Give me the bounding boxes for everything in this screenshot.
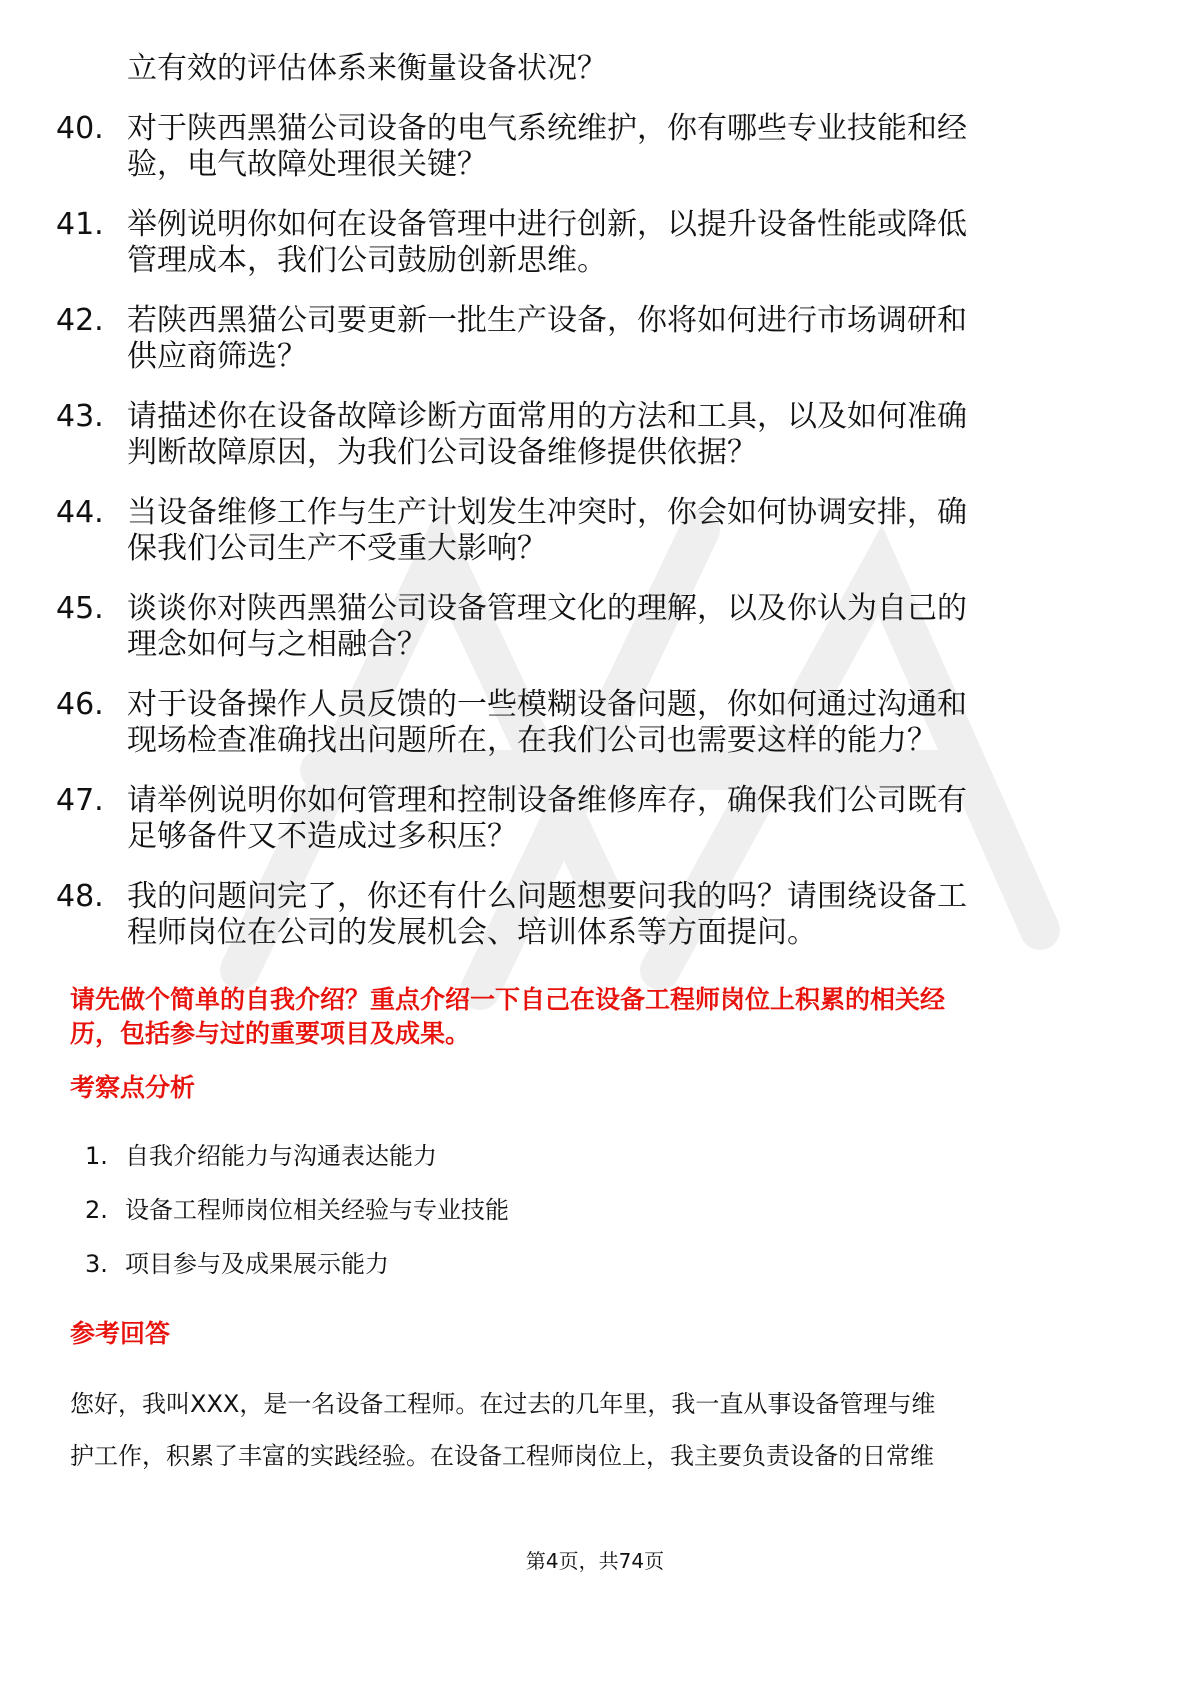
question-number: 44. [56, 495, 104, 530]
question-line: 判断故障原因，为我们公司设备维修提供依据？ [127, 435, 757, 470]
analysis-point [85, 1140, 437, 1172]
analysis-point-text: 项目参与及成果展示能力 [125, 1250, 389, 1278]
question-line: 若陕西黑猫公司要更新一批生产设备，你将如何进行市场调研和 [127, 303, 967, 338]
question-line: 请描述你在设备故障诊断方面常用的方法和工具，以及如何准确 [127, 399, 967, 434]
question-number: 47. [56, 783, 104, 818]
analysis-point-number: 3. [85, 1250, 108, 1278]
question-line: 举例说明你如何在设备管理中进行创新，以提升设备性能或降低 [127, 207, 967, 242]
question-line: 现场检查准确找出问题所在，在我们公司也需要这样的能力？ [127, 723, 937, 758]
reference-answer-line: 护工作，积累了丰富的实践经验。在设备工程师岗位上，我主要负责设备的日常维 [70, 1442, 934, 1470]
analysis-point-number: 2. [85, 1196, 108, 1224]
analysis-point-number: 1. [85, 1142, 108, 1170]
question-number: 43. [56, 399, 104, 434]
question-line: 对于陕西黑猫公司设备的电气系统维护，你有哪些专业技能和经 [127, 111, 967, 146]
question-number: 40. [56, 111, 104, 146]
question-line: 请举例说明你如何管理和控制设备维修库存，确保我们公司既有 [127, 783, 967, 818]
question-line: 理念如何与之相融合？ [127, 627, 427, 662]
question-number: 46. [56, 687, 104, 722]
intro-line: 立有效的评估体系来衡量设备状况？ [127, 51, 607, 86]
question-number: 41. [56, 207, 104, 242]
question-line: 我的问题问完了，你还有什么问题想要问我的吗？请围绕设备工 [127, 879, 967, 914]
question-line: 对于设备操作人员反馈的一些模糊设备问题，你如何通过沟通和 [127, 687, 967, 722]
reference-title: 参考回答 [70, 1319, 171, 1348]
question-line: 谈谈你对陕西黑猫公司设备管理文化的理解，以及你认为自己的 [127, 591, 967, 626]
question-line: 当设备维修工作与生产计划发生冲突时，你会如何协调安排，确 [127, 495, 967, 530]
question-line: 程师岗位在公司的发展机会、培训体系等方面提问。 [127, 915, 817, 950]
question-line: 管理成本，我们公司鼓励创新思维。 [127, 243, 607, 278]
question-number: 48. [56, 879, 104, 914]
page-number: 第4页，共74页 [525, 1549, 665, 1573]
question-line: 验，电气故障处理很关键？ [127, 147, 487, 182]
analysis-point [85, 1194, 509, 1226]
analysis-point-text: 设备工程师岗位相关经验与专业技能 [125, 1196, 509, 1224]
highlight-question-line: 历，包括参与过的重要项目及成果。 [70, 1019, 471, 1048]
question-line: 保我们公司生产不受重大影响？ [127, 531, 547, 566]
reference-answer-line: 您好，我叫XXX，是一名设备工程师。在过去的几年里，我一直从事设备管理与维 [70, 1390, 936, 1418]
analysis-title: 考察点分析 [70, 1073, 196, 1102]
question-line: 足够备件又不造成过多积压？ [127, 819, 517, 854]
question-line: 供应商筛选？ [127, 339, 307, 374]
question-number: 45. [56, 591, 104, 626]
analysis-point-text: 自我介绍能力与沟通表达能力 [125, 1142, 437, 1170]
analysis-point [85, 1248, 389, 1280]
question-number: 42. [56, 303, 104, 338]
highlight-question-line: 请先做个简单的自我介绍？重点介绍一下自己在设备工程师岗位上积累的相关经 [70, 985, 946, 1014]
